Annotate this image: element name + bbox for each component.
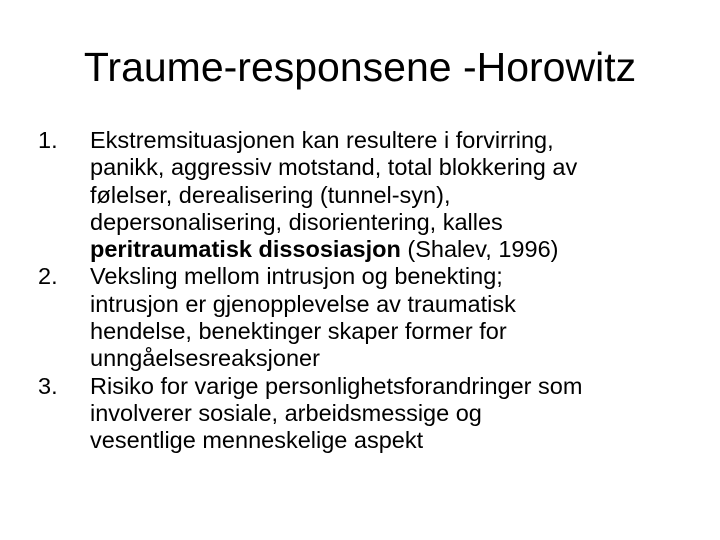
- list-item-2: [38, 263, 698, 372]
- text-line: depersonalisering, disorientering, kalles: [90, 208, 503, 235]
- slide-title: Traume-responsene -Horowitz: [83, 44, 637, 90]
- text-line: Veksling mellom intrusjon og benekting;: [90, 263, 503, 290]
- list-item-3: [38, 373, 698, 455]
- text-line: intrusjon er gjenopplevelse av traumatisk: [90, 290, 516, 317]
- list-item-text: [90, 373, 698, 455]
- text-line: hendelse, benektinger skaper former for: [90, 318, 507, 345]
- list-item-text: [90, 127, 698, 263]
- citation: (Shalev, 1996): [400, 236, 559, 263]
- text-line: følelser, derealisering (tunnel-syn),: [90, 181, 451, 208]
- numbered-list: [38, 127, 698, 455]
- list-number: 3.: [38, 372, 58, 399]
- list-item-1: [38, 127, 698, 263]
- bold-term: peritraumatisk dissosiasjon: [90, 236, 401, 263]
- text-line: vesentlige menneskelige aspekt: [90, 427, 424, 454]
- list-number: 2.: [38, 263, 58, 290]
- text-line: [90, 236, 698, 263]
- text-line: involverer sosiale, arbeidsmessige og: [90, 399, 482, 426]
- text-line: panikk, aggressiv motstand, total blokkering av: [90, 154, 578, 181]
- list-item-text: [90, 263, 698, 372]
- list-number: 1.: [38, 127, 58, 153]
- text-line: Ekstremsituasjonen kan resultere i forvirring,: [90, 127, 554, 153]
- text-line: unngåelsesreaksjoner: [90, 345, 320, 372]
- text-line: Risiko for varige personlighetsforandringer som: [90, 372, 583, 399]
